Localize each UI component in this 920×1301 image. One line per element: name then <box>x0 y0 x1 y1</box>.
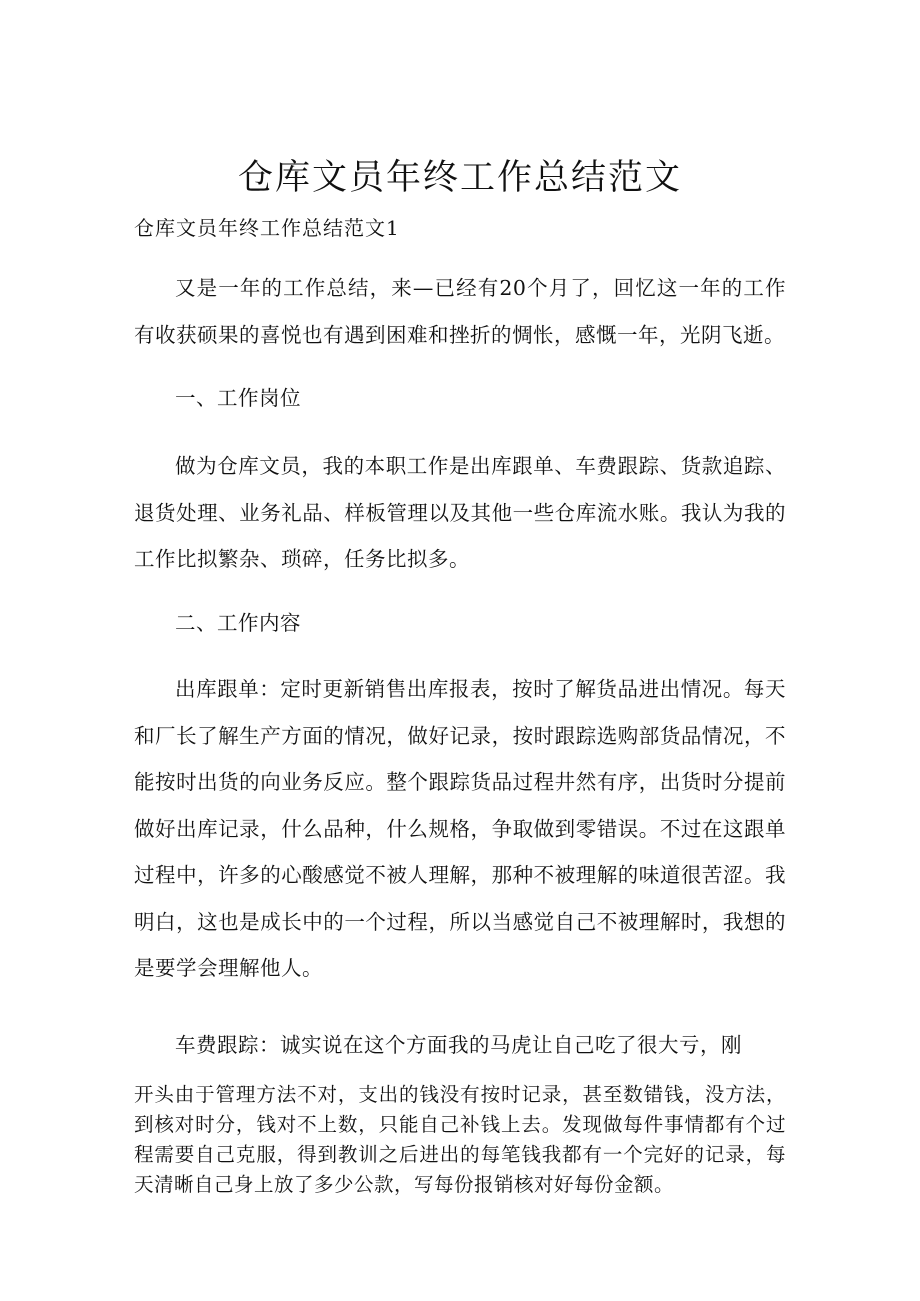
freight-paragraph-first-line: 车费跟踪：诚实说在这个方面我的马虎让自己吃了很大亏，刚 <box>175 1033 742 1057</box>
document-subtitle: 仓库文员年终工作总结范文1 <box>134 216 400 240</box>
section2-heading: 二、工作内容 <box>175 611 301 635</box>
section1-paragraph: 做为仓库文员，我的本职工作是出库跟单、车费跟踪、货款追踪、退货处理、业务礼品、样板管理以及其他一些仓库流水账。我认为我的工作比拟繁杂、琐碎，任务比拟多。 <box>134 454 786 571</box>
intro-paragraph: 又是一年的工作总结，来—已经有20个月了，回忆这一年的工作有收获硕果的喜悦也有遇到困难和挫折的惆怅，感慨一年，光阴飞逝。 <box>134 276 786 347</box>
document-title: 仓库文员年终工作总结范文 <box>237 158 682 198</box>
freight-paragraph-continued: 开头由于管理方法不对，支出的钱没有按时记录，甚至数错钱，没方法，到核对时分，钱对不上数，只能自己补钱上去。发现做每件事情都有个过程需要自己克服，得到教训之后进出的每笔钱我都有一个完好的记录，每天清晰自己身上放了多少公款，写每份报销核对好每份金额。 <box>134 1083 786 1196</box>
section2-paragraph: 出库跟单：定时更新销售出库报表，按时了解货品进出情况。每天和厂长了解生产方面的情况，做好记录，按时跟踪选购部货品情况，不能按时出货的向业务反应。整个跟踪货品过程井然有序，出货时分提前做好出库记录，什么品种，什么规格，争取做到零错误。不过在这跟单过程中，许多的心酸感觉不被人理解，那种不被理解的味道很苦涩。我明白，这也是成长中的一个过程，所以当感觉自己不被理解时，我想的是要学会理解他人。 <box>134 677 786 980</box>
section1-heading: 一、工作岗位 <box>175 386 301 410</box>
